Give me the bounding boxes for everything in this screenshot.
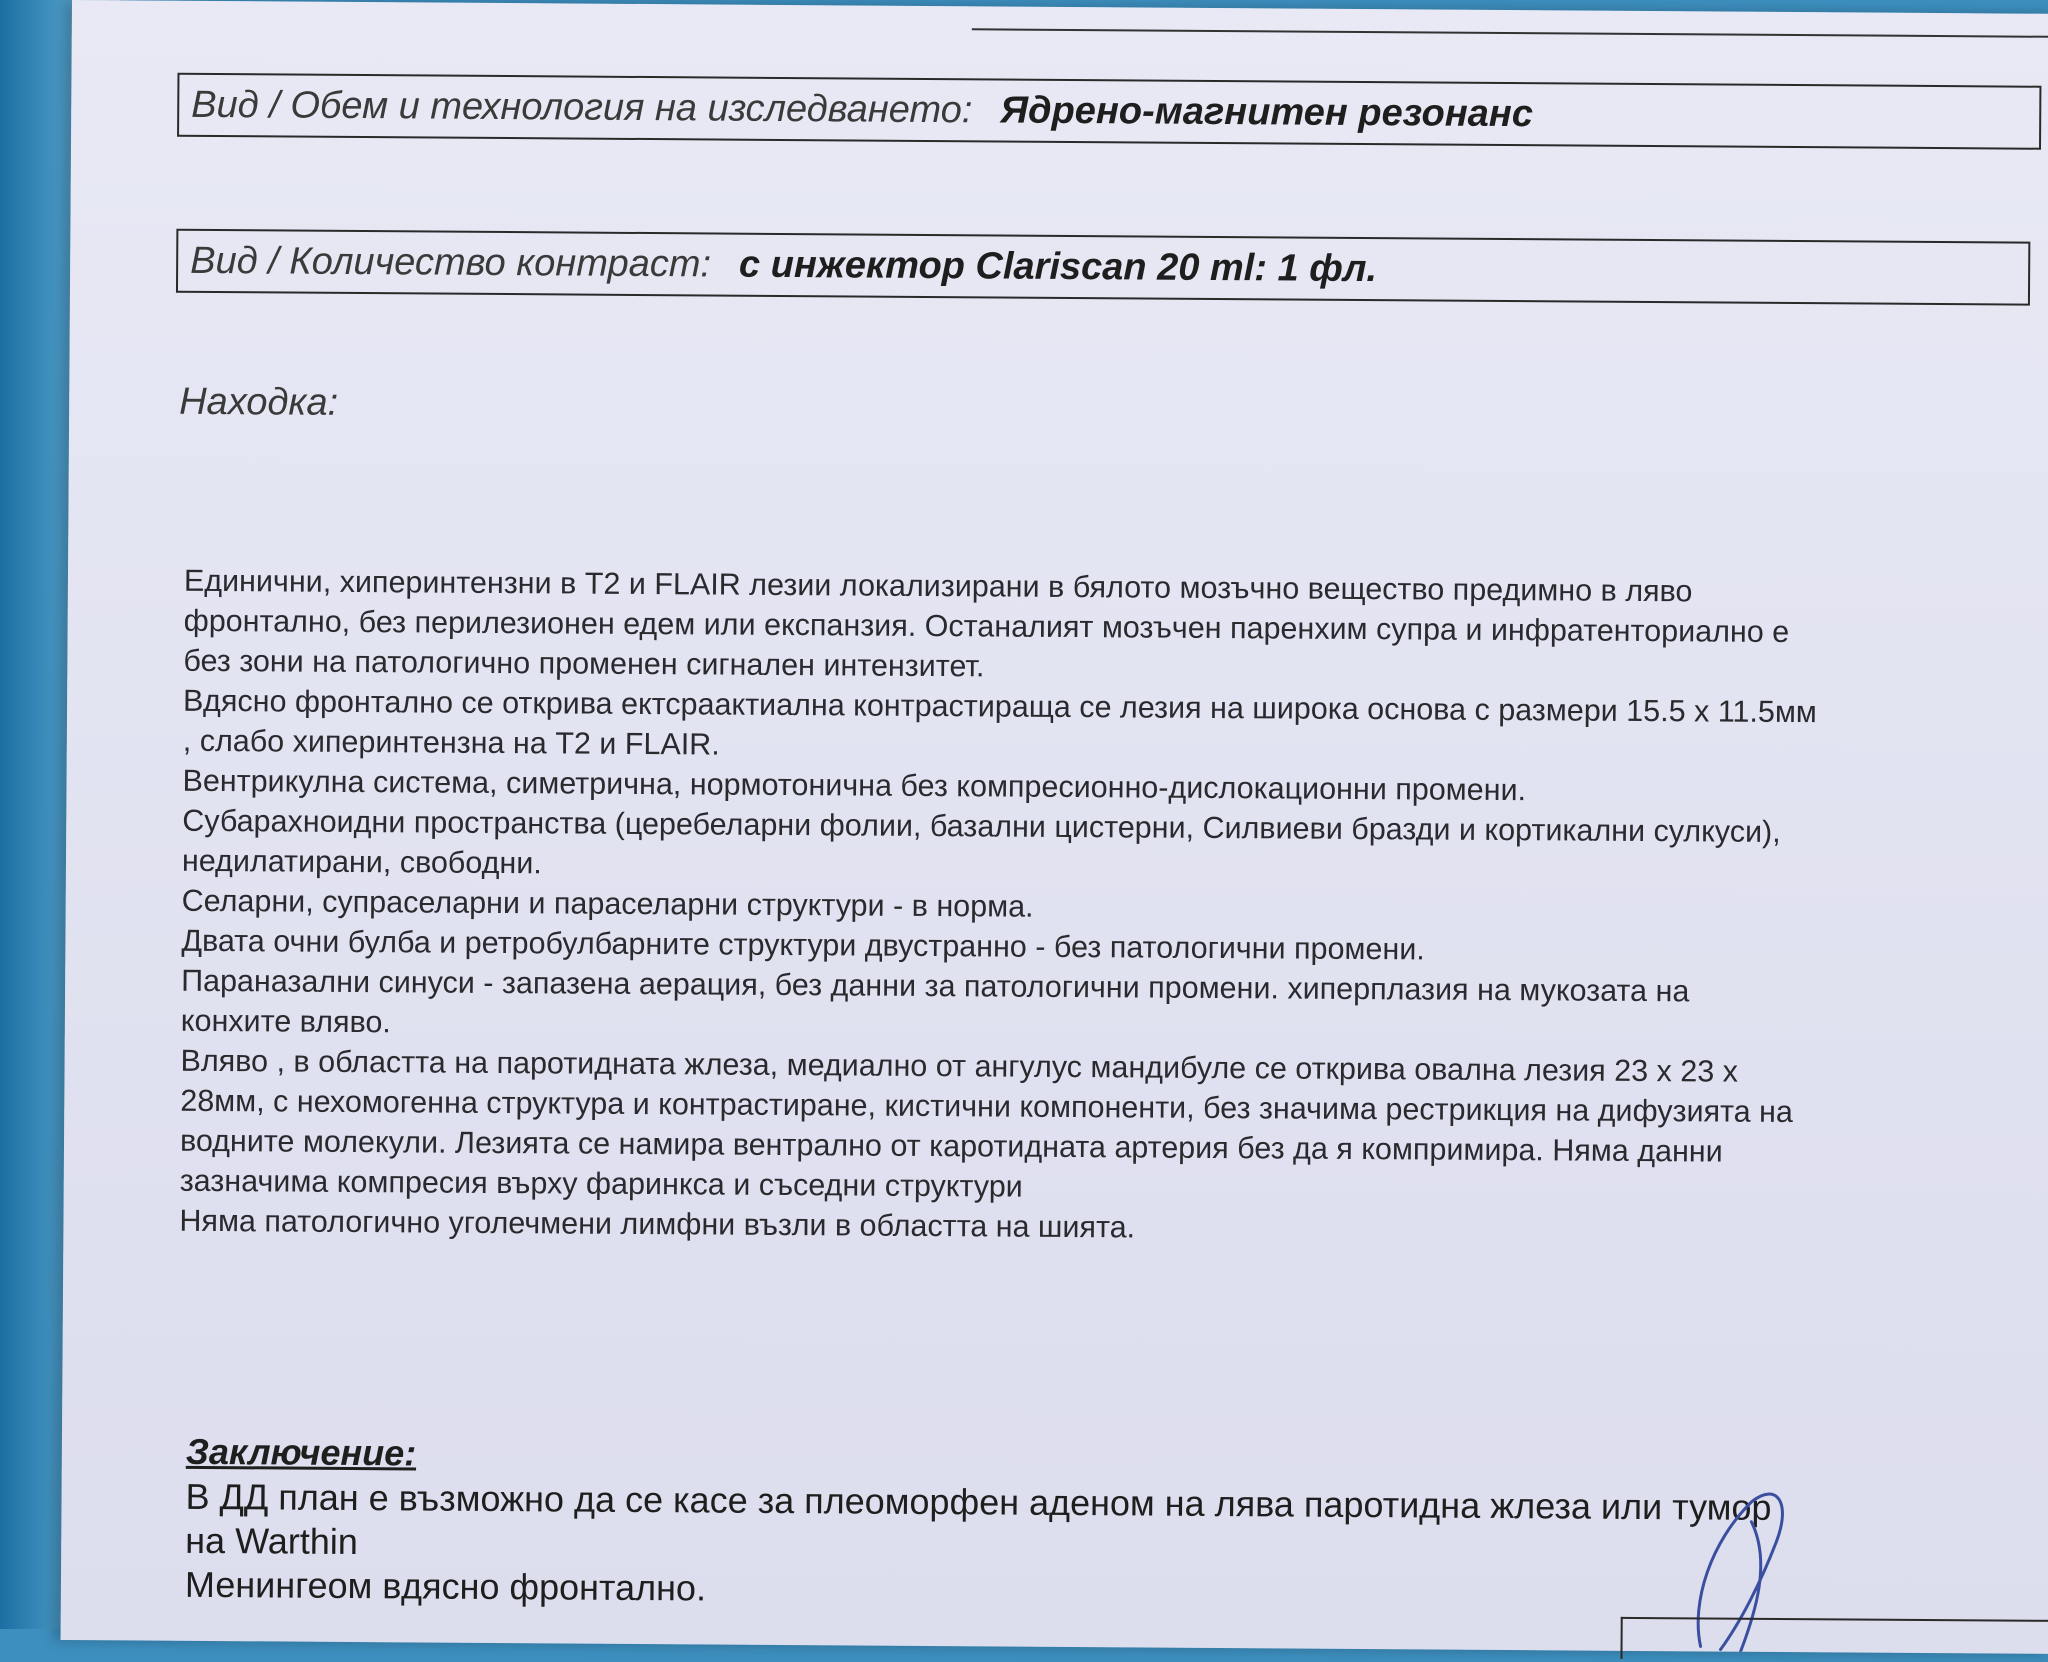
contrast-label: Вид / Количество контраст: bbox=[190, 239, 712, 285]
findings-line: зазначима компресия върху фаринкса и съседни структури bbox=[179, 1163, 1023, 1204]
conclusion-line: В ДД план е възможно да се касе за плеоморфен аденом на лява паротидна жлеза или тумор bbox=[185, 1475, 1772, 1528]
findings-heading: Находка: bbox=[179, 380, 339, 424]
top-rule bbox=[972, 28, 2048, 38]
findings-line: недилатирани, свободни. bbox=[181, 843, 542, 881]
contrast-box bbox=[176, 229, 2030, 306]
findings-line: без зони на патологично променен сигнален интензитет. bbox=[183, 643, 985, 684]
findings-line: Параназални синуси - запазена аерация, без данни за патологични промени. хиперплазия на мукозата на bbox=[181, 963, 1690, 1009]
findings-line: водните молекули. Лезията се намира вентрално от каротидната артерия без да я компримира. Няма данни bbox=[179, 1123, 1723, 1169]
findings-line: Вдясно фронтално се открива ектсраактиална контрастираща се лезия на широка основа с размери 15.5 х 11.5мм bbox=[182, 683, 1817, 730]
findings-line: фронтално, без перилезионен едем или експанзия. Останалият мозъчен паренхим супра и инфратенториално е bbox=[183, 603, 1790, 650]
findings-line: Вляво , в областта на паротидната жлеза, медиално от ангулус мандибуле се открива овална лезия 23 х 23 х bbox=[180, 1043, 1739, 1089]
findings-line: конхите вляво. bbox=[180, 1003, 391, 1040]
bottom-box bbox=[1620, 1617, 2048, 1662]
exam-type-value: Ядрено-магнитен резонанс bbox=[1000, 88, 1534, 135]
findings-line: , слабо хиперинтензна на Т2 и FLAIR. bbox=[182, 723, 720, 762]
findings-line: Единични, хиперинтензни в Т2 и FLAIR лезии локализирани в бялото мозъчно вещество предимно в ляво bbox=[183, 563, 1693, 609]
conclusion-line: Менингеом вдясно фронтално. bbox=[184, 1563, 707, 1609]
findings-body bbox=[179, 561, 2044, 1254]
contrast-value: с инжектор Clariscan 20 ml: 1 фл. bbox=[738, 243, 1378, 290]
findings-line: Селарни, супраселарни и параселарни структури - в норма. bbox=[181, 883, 1034, 924]
conclusion-line: на Warthin bbox=[185, 1519, 358, 1563]
exam-type-label: Вид / Обем и технология на изследването: bbox=[191, 83, 973, 131]
findings-line: Вентрикулна система, симетрична, нормотонична без компресионно-дислокационни промени. bbox=[182, 763, 1527, 808]
conclusion-heading: Заключение: bbox=[185, 1430, 417, 1474]
findings-line: Субарахноидни пространства (церебеларни фолии, базални цистерни, Силвиеви бразди и кортикални сулкуси), bbox=[182, 803, 1781, 849]
findings-line: Двата очни булба и ретробулбарните структури двустранно - без патологични промени. bbox=[181, 923, 1425, 967]
exam-type-box bbox=[177, 73, 2041, 150]
findings-line: 28мм, с нехомогенна структура и контрастиране, кистични компоненти, без значима рестрикция на дифузията на bbox=[180, 1083, 1794, 1130]
findings-line: Няма патологично уголечмени лимфни възли в областта на шията. bbox=[179, 1203, 1136, 1245]
document-page bbox=[61, 0, 2048, 1654]
